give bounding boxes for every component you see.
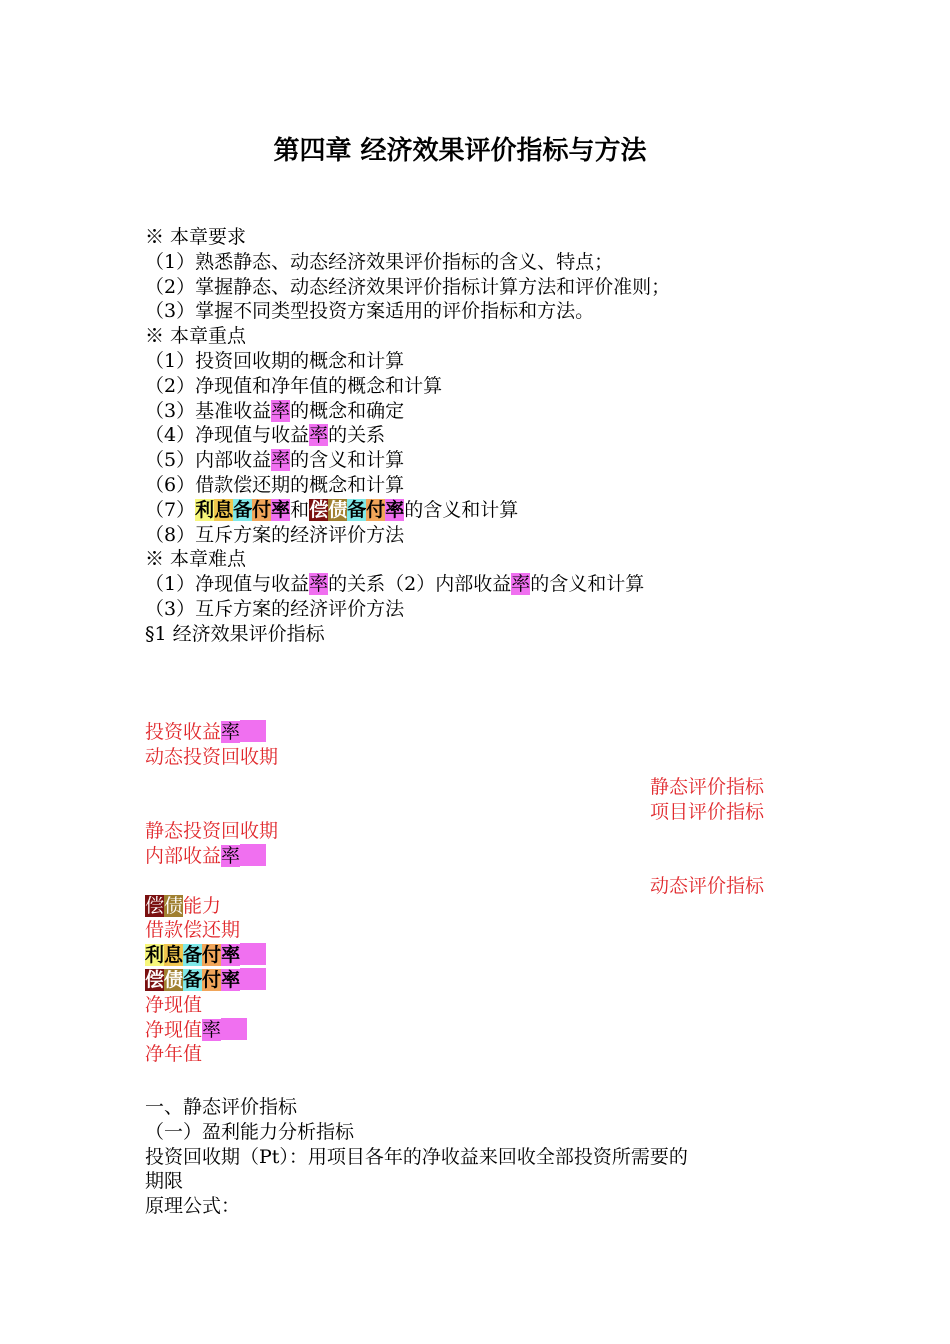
chapter-outline: [145, 225, 670, 647]
key-point-item: （3）基准收益率的概念和确定: [145, 399, 405, 422]
label-project-indicators: 项目评价指标: [650, 801, 765, 823]
key-point-item: （1）投资回收期的概念和计算: [145, 349, 405, 372]
key-point-item: （8）互斥方案的经济评价方法: [145, 523, 405, 546]
indicator-nav: 净年值: [145, 1043, 203, 1066]
indicator-irr: 内部收益率: [145, 844, 278, 869]
highlight-rate: 率: [271, 449, 291, 472]
indicator-npv: 净现值: [145, 993, 203, 1016]
difficulties-heading: ※ 本章难点: [145, 548, 247, 571]
payback-definition: 投资回收期（Pt）：用项目各年的净收益来回收全部投资所需要的: [145, 1145, 688, 1168]
label-dynamic-indicators: 动态评价指标: [650, 875, 765, 897]
requirement-item: （3）掌握不同类型投资方案适用的评价指标和方法。: [145, 300, 595, 323]
indicator-list: [145, 720, 278, 1067]
indicator-solvency: 偿债能力: [145, 894, 222, 917]
indicator-roi: 投资收益率: [145, 720, 278, 745]
key-point-item: （4）净现值与收益率的关系: [145, 424, 386, 447]
formula-label: 原理公式：: [145, 1195, 241, 1218]
key-point-item: （2）净现值和净年值的概念和计算: [145, 374, 443, 397]
requirement-item: （2）掌握静态、动态经济效果评价指标计算方法和评价准则；: [145, 275, 671, 298]
indicator-interest-coverage: 利息备付率: [145, 943, 278, 968]
section-heading: §1 经济效果评价指标: [145, 622, 325, 645]
static-heading: 一、静态评价指标: [145, 1096, 298, 1118]
page-title: 第四章 经济效果评价指标与方法: [273, 136, 647, 166]
highlight-rate: 率: [309, 424, 329, 447]
difficulty-item: （3）互斥方案的经济评价方法: [145, 597, 405, 620]
indicator-debt-coverage: 偿债备付率: [145, 968, 278, 993]
static-subheading: （一）盈利能力分析指标: [145, 1120, 355, 1143]
key-point-item: （7）利息备付率和偿债备付率的含义和计算: [145, 498, 519, 521]
indicator-dynamic-payback: 动态投资回收期: [145, 745, 279, 768]
key-point-item: （6）借款偿还期的概念和计算: [145, 473, 405, 496]
key-points-heading: ※ 本章重点: [145, 325, 247, 348]
requirement-item: （1）熟悉静态、动态经济效果评价指标的含义、特点；: [145, 250, 614, 273]
indicator-static-payback: 静态投资回收期: [145, 820, 279, 843]
highlight-rate: 率: [271, 399, 291, 422]
payback-definition-cont: 期限: [145, 1170, 184, 1193]
indicator-loan-repayment: 借款偿还期: [145, 919, 241, 942]
static-section: [145, 1095, 688, 1219]
label-static-indicators: 静态评价指标: [650, 776, 765, 798]
difficulty-item: （1）净现值与收益率的关系（2）内部收益率的含义和计算: [145, 573, 645, 596]
key-point-item: （5）内部收益率的含义和计算: [145, 449, 405, 472]
indicator-npv-rate: 净现值率: [145, 1018, 278, 1043]
requirements-heading: ※ 本章要求: [145, 226, 247, 248]
